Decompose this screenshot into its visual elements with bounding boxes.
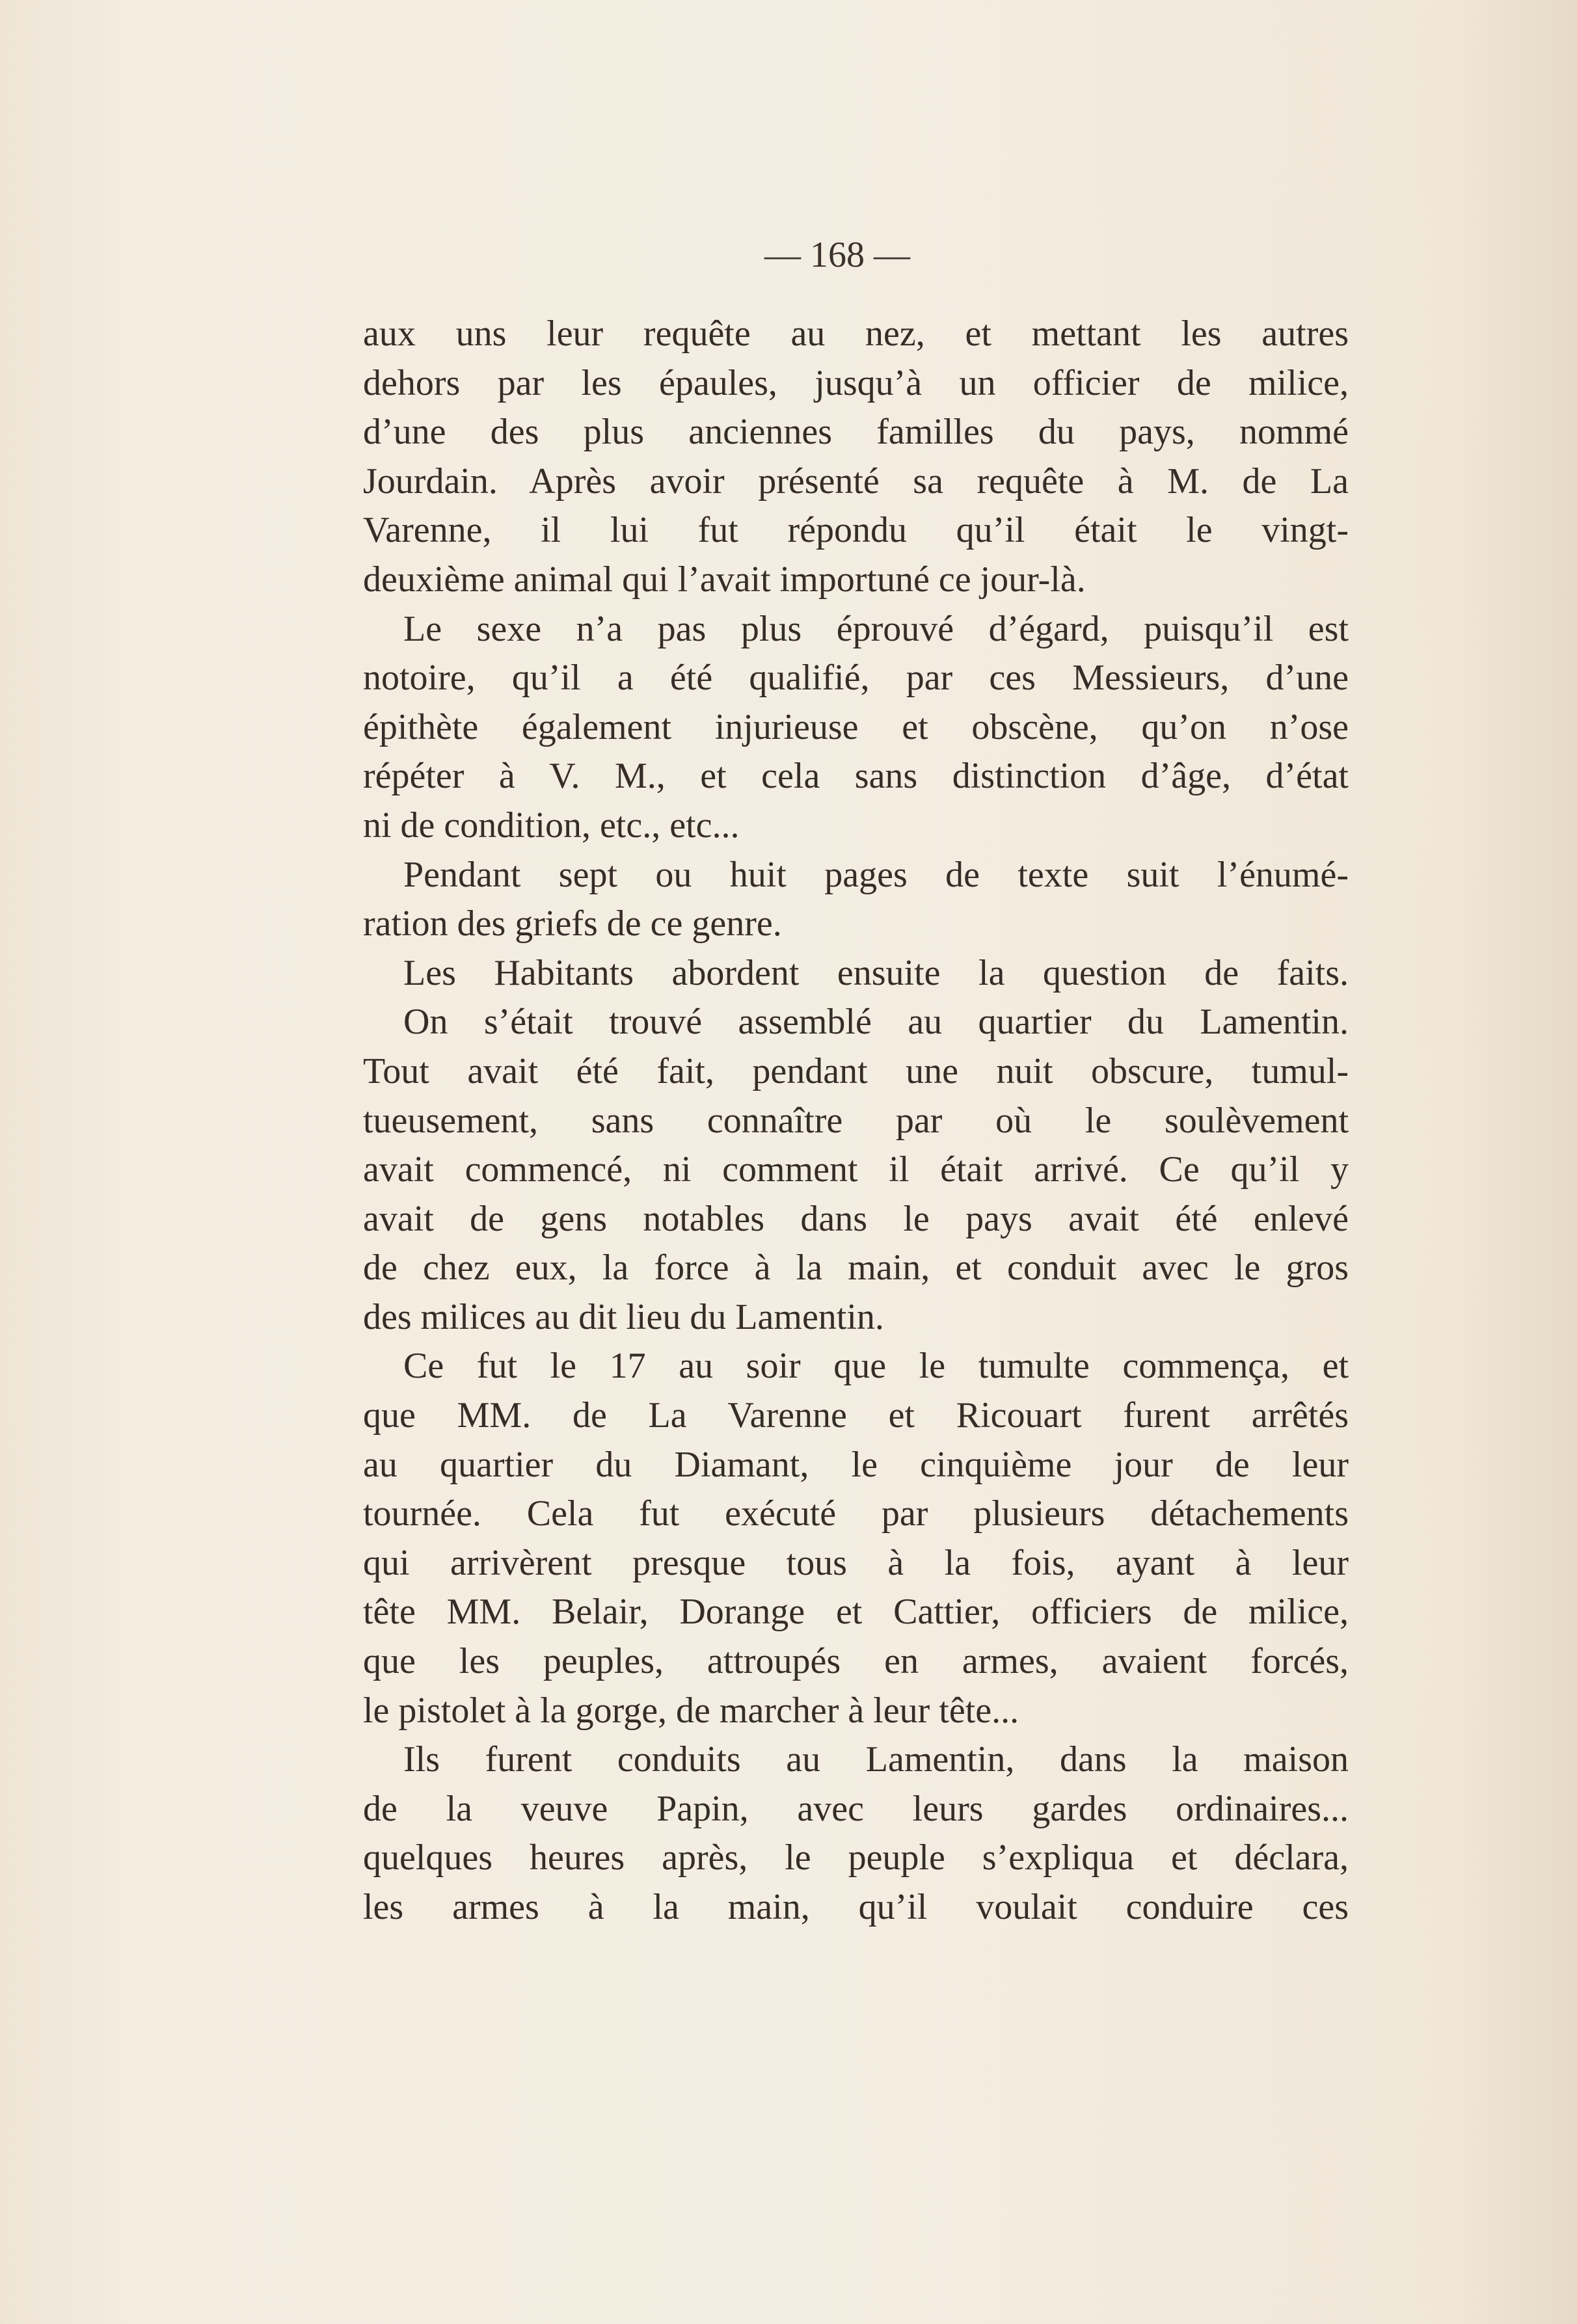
text-line: notoire, qu’il a été qualifié, par ces Messieurs, d’une xyxy=(363,658,1349,699)
text-line: que les peuples, attroupés en armes, avaient forcés, xyxy=(363,1641,1349,1682)
text-line: de chez eux, la force à la main, et conduit avec le gros xyxy=(363,1248,1349,1289)
text-line: On s’était trouvé assemblé au quartier du Lamentin. xyxy=(403,1002,1349,1043)
body-text xyxy=(363,310,1349,1932)
text-line: avait de gens notables dans le pays avait été enlevé xyxy=(363,1198,1349,1239)
text-line: au quartier du Diamant, le cinquième jour de leur xyxy=(363,1444,1349,1485)
text-line: Varenne, il lui fut répondu qu’il était le vingt- xyxy=(363,510,1349,551)
text-line: ration des griefs de ce genre. xyxy=(363,903,782,944)
text-line: épithète également injurieuse et obscène, qu’on n’ose xyxy=(363,706,1349,747)
text-line: Ils furent conduits au Lamentin, dans la maison xyxy=(403,1739,1349,1780)
text-line: le pistolet à la gorge, de marcher à leur tête... xyxy=(363,1690,1019,1731)
text-line: tueusement, sans connaître par où le soulèvement xyxy=(363,1100,1349,1141)
text-line: ni de condition, etc., etc... xyxy=(363,805,740,846)
text-line: tête MM. Belair, Dorange et Cattier, officiers de milice, xyxy=(363,1592,1349,1633)
text-line: avait commencé, ni comment il était arrivé. Ce qu’il y xyxy=(363,1149,1349,1190)
text-line: Ce fut le 17 au soir que le tumulte commença, et xyxy=(403,1346,1349,1387)
text-line: Jourdain. Après avoir présenté sa requête à M. de La xyxy=(363,461,1349,501)
text-line: répéter à V. M., et cela sans distinction d’âge, d’état xyxy=(363,756,1349,797)
text-line: deuxième animal qui l’avait importuné ce jour-là. xyxy=(363,559,1086,600)
text-line: qui arrivèrent presque tous à la fois, ayant à leur xyxy=(363,1542,1349,1583)
text-line: d’une des plus anciennes familles du pays, nommé xyxy=(363,412,1349,453)
text-line: Pendant sept ou huit pages de texte suit l’énumé- xyxy=(403,854,1349,895)
text-line: aux uns leur requête au nez, et mettant les autres xyxy=(363,314,1349,354)
text-line: les armes à la main, qu’il voulait conduire ces xyxy=(363,1887,1349,1927)
text-line: Tout avait été fait, pendant une nuit obscure, tumul- xyxy=(363,1050,1349,1091)
text-line: dehors par les épaules, jusqu’à un officier de milice, xyxy=(363,362,1349,403)
text-line: de la veuve Papin, avec leurs gardes ordinaires... xyxy=(363,1788,1349,1829)
text-line: Le sexe n’a pas plus éprouvé d’égard, puisqu’il est xyxy=(403,608,1349,649)
text-line: quelques heures après, le peuple s’expliqua et déclara, xyxy=(363,1837,1349,1878)
text-line: tournée. Cela fut exécuté par plusieurs détachements xyxy=(363,1493,1349,1534)
text-line: que MM. de La Varenne et Ricouart furent arrêtés xyxy=(363,1395,1349,1436)
text-line: Les Habitants abordent ensuite la question de faits. xyxy=(403,952,1349,993)
text-line: des milices au dit lieu du Lamentin. xyxy=(363,1296,884,1337)
page-number: — 168 — xyxy=(764,235,910,275)
